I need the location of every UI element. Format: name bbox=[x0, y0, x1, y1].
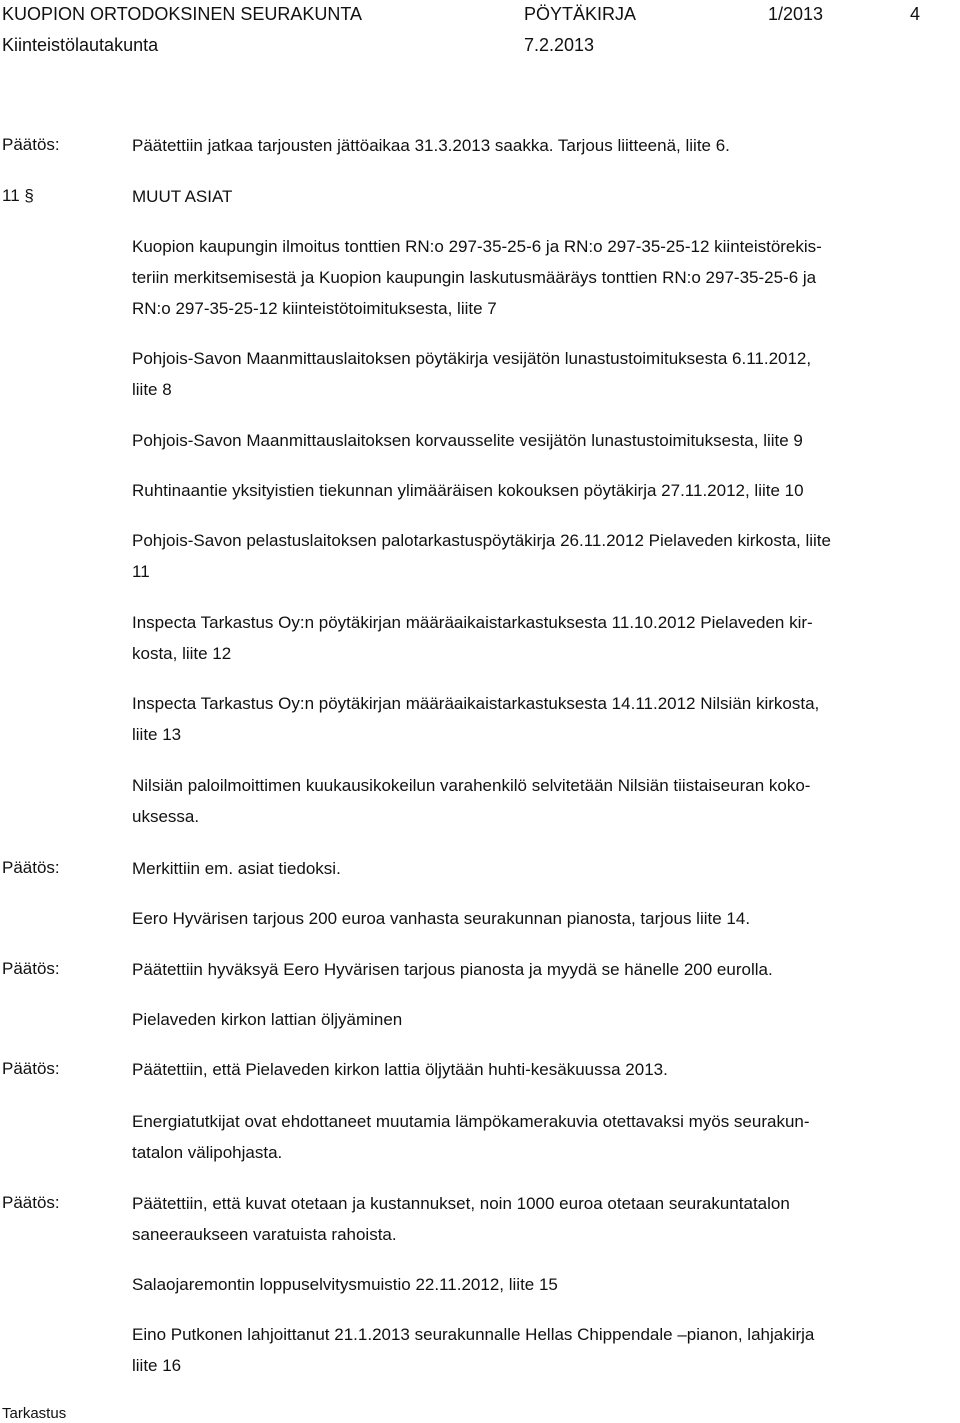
decision-text bbox=[132, 853, 944, 884]
agenda-paragraph bbox=[132, 475, 944, 506]
paragraph-line: saneeraukseen varatuista rahoista. bbox=[132, 1225, 397, 1244]
paragraph-line: liite 13 bbox=[132, 725, 182, 744]
paragraph-line: MUUT ASIAT bbox=[132, 187, 233, 206]
paragraph-line: Inspecta Tarkastus Oy:n pöytäkirjan määräaikaistarkastuksesta 11.10.2012 Pielaveden kir- bbox=[132, 613, 813, 632]
decision-text bbox=[132, 954, 944, 985]
paragraph-line: Eero Hyvärisen tarjous 200 euroa vanhasta seurakunnan pianosta, tarjous liite 14. bbox=[132, 909, 751, 928]
paragraph-line: Eino Putkonen lahjoittanut 21.1.2013 seurakunnalle Hellas Chippendale –pianon, lahjakirja bbox=[132, 1325, 815, 1344]
paragraph-line: Päätettiin jatkaa tarjousten jättöaikaa 31.3.2013 saakka. Tarjous liitteenä, liite 6. bbox=[132, 136, 730, 155]
meeting-date: 7.2.2013 bbox=[524, 35, 595, 55]
agenda-paragraph bbox=[132, 1319, 944, 1381]
paragraph-line: Merkittiin em. asiat tiedoksi. bbox=[132, 859, 341, 878]
committee-name: Kiinteistölautakunta bbox=[2, 35, 159, 55]
decision-label: Päätös: bbox=[2, 1193, 60, 1212]
decision-label: Päätös: bbox=[2, 858, 60, 877]
paragraph-line: Kuopion kaupungin ilmoitus tonttien RN:o 297-35-25-6 ja RN:o 297-35-25-12 kiinteistörekis- bbox=[132, 237, 822, 256]
paragraph-line: Ruhtinaantie yksityistien tiekunnan ylimääräisen kokouksen pöytäkirja 27.11.2012, liite 10 bbox=[132, 481, 804, 500]
agenda-paragraph bbox=[132, 1004, 944, 1035]
paragraph-line: Inspecta Tarkastus Oy:n pöytäkirjan määräaikaistarkastuksesta 14.11.2012 Nilsiän kirkosta, bbox=[132, 694, 820, 713]
decision-label: Päätös: bbox=[2, 1059, 60, 1078]
document-type: PÖYTÄKIRJA bbox=[524, 4, 637, 24]
paragraph-line: liite 16 bbox=[132, 1356, 182, 1375]
paragraph-line: kosta, liite 12 bbox=[132, 644, 232, 663]
agenda-paragraph bbox=[132, 425, 944, 456]
decision-text bbox=[132, 1188, 944, 1250]
agenda-paragraph bbox=[132, 1269, 944, 1300]
section-number: 11 § bbox=[2, 186, 34, 205]
paragraph-line: tatalon välipohjasta. bbox=[132, 1143, 283, 1162]
agenda-paragraph bbox=[132, 525, 944, 587]
agenda-paragraph bbox=[132, 1106, 944, 1168]
paragraph-line: Energiatutkijat ovat ehdottaneet muutamia lämpökamerakuvia otettavaksi myös seurakun- bbox=[132, 1112, 810, 1131]
agenda-paragraph bbox=[132, 607, 944, 669]
paragraph-line: teriin merkitsemisestä ja Kuopion kaupungin laskutusmääräys tonttien RN:o 297-35-25-6 ja bbox=[132, 268, 817, 287]
paragraph-line: 11 bbox=[132, 562, 150, 581]
paragraph-line: Pohjois-Savon Maanmittauslaitoksen korvausselite vesijätön lunastustoimituksesta, liite 9 bbox=[132, 431, 803, 450]
paragraph-line: uksessa. bbox=[132, 807, 200, 826]
paragraph-line: Päätettiin hyväksyä Eero Hyvärisen tarjous pianosta ja myydä se hänelle 200 eurolla. bbox=[132, 960, 773, 979]
document-number: 1/2013 bbox=[768, 4, 824, 24]
paragraph-line: liite 8 bbox=[132, 380, 172, 399]
agenda-paragraph bbox=[132, 770, 944, 832]
paragraph-line: Pielaveden kirkon lattian öljyäminen bbox=[132, 1010, 403, 1029]
decision-text bbox=[132, 130, 944, 161]
agenda-paragraph bbox=[132, 343, 944, 405]
footer-label: Tarkastus bbox=[2, 1405, 67, 1422]
agenda-paragraph bbox=[132, 688, 944, 750]
agenda-paragraph bbox=[132, 231, 944, 324]
paragraph-line: Salaojaremontin loppuselvitysmuistio 22.11.2012, liite 15 bbox=[132, 1275, 558, 1294]
paragraph-line: Nilsiän paloilmoittimen kuukausikokeilun varahenkilö selvitetään Nilsiän tiistaiseuran koko- bbox=[132, 776, 811, 795]
page-number: 4 bbox=[910, 4, 921, 24]
paragraph-line: Pohjois-Savon pelastuslaitoksen palotarkastuspöytäkirja 26.11.2012 Pielaveden kirkosta, liite bbox=[132, 531, 831, 550]
agenda-paragraph bbox=[132, 903, 944, 934]
paragraph-line: RN:o 297-35-25-12 kiinteistötoimituksesta, liite 7 bbox=[132, 299, 497, 318]
decision-label: Päätös: bbox=[2, 135, 60, 154]
organization-name: KUOPION ORTODOKSINEN SEURAKUNTA bbox=[2, 4, 363, 24]
decision-text bbox=[132, 1054, 944, 1085]
paragraph-line: Pohjois-Savon Maanmittauslaitoksen pöytäkirja vesijätön lunastustoimituksesta 6.11.2012, bbox=[132, 349, 812, 368]
paragraph-line: Päätettiin, että kuvat otetaan ja kustannukset, noin 1000 euroa otetaan seurakuntatalon bbox=[132, 1194, 790, 1213]
decision-label: Päätös: bbox=[2, 959, 60, 978]
paragraph-line: Päätettiin, että Pielaveden kirkon lattia öljytään huhti-kesäkuussa 2013. bbox=[132, 1060, 668, 1079]
section-title bbox=[132, 181, 944, 212]
